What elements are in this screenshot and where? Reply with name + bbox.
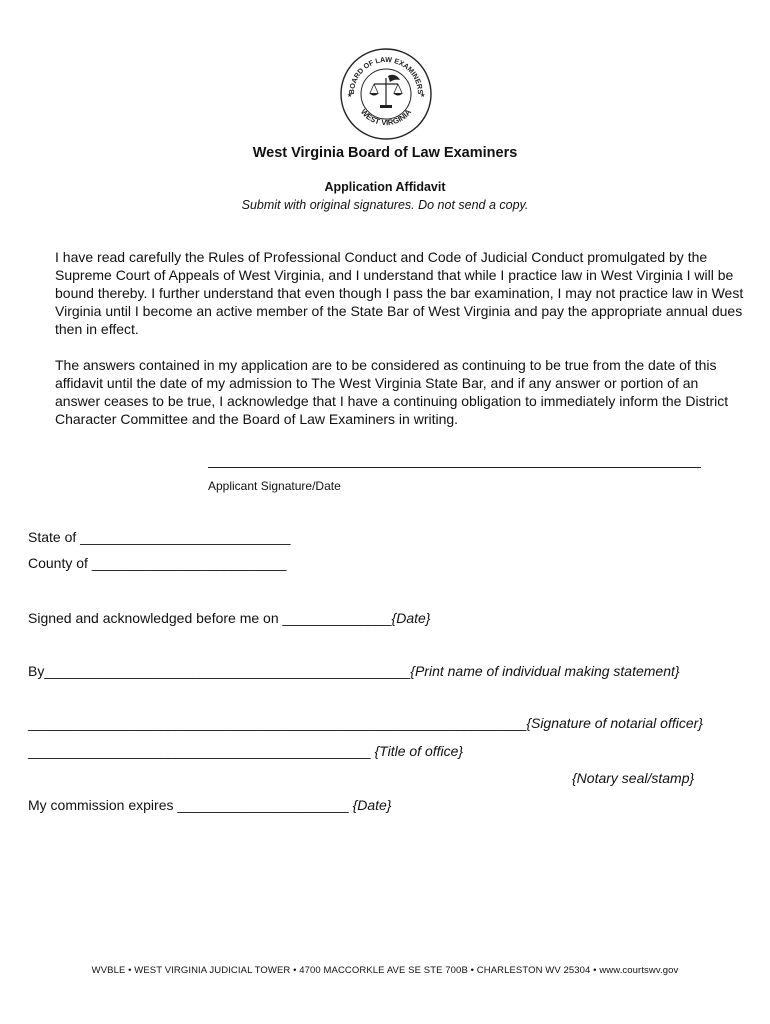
notary-signature-field[interactable]: ________________________________________________________________ xyxy=(28,715,527,731)
affidavit-paragraph-2: The answers contained in my application are to be considered as continuing to be true from the date of this affidavit until the date of my admission to The West Virginia State Bar, and if any answer or portion of an answer ceases to be true, I acknowledge that I have a continuing obligation to immediately inform the District Character Committee and the Board of Law Examiners in writing. xyxy=(55,357,729,427)
print-name-row[interactable] xyxy=(28,663,680,679)
document-title: West Virginia Board of Law Examiners xyxy=(252,145,518,161)
commission-date-hint: {Date} xyxy=(352,797,392,813)
acknowledged-date-row[interactable] xyxy=(28,610,430,626)
notary-seal-placeholder: {Notary seal/stamp} xyxy=(572,770,695,786)
commission-expires-row[interactable] xyxy=(28,797,392,813)
county-field[interactable]: County of _________________________ xyxy=(28,555,287,571)
notary-signature-row[interactable] xyxy=(28,715,703,731)
document-subtitle: Application Affidavit xyxy=(324,180,446,194)
print-name-field[interactable]: By_______________________________________________ xyxy=(28,663,411,679)
date-hint: {Date} xyxy=(391,610,431,626)
title-of-office-row[interactable] xyxy=(28,743,463,759)
state-field[interactable]: State of ___________________________ xyxy=(28,529,291,545)
title-of-office-field[interactable]: ____________________________________________ xyxy=(28,743,375,759)
print-name-hint: {Print name of individual making statement} xyxy=(410,663,680,679)
svg-text:WEST VIRGINIA xyxy=(359,107,413,127)
submission-instruction: Submit with original signatures. Do not send a copy. xyxy=(241,198,529,212)
svg-text:★: ★ xyxy=(347,93,353,99)
affidavit-paragraph-1: I have read carefully the Rules of Professional Conduct and Code of Judicial Conduct promulgated by the Supreme Court of Appeals of West Virginia, and I understand that while I practice law in West Virginia I will be bound thereby. I further understand that even though I pass the bar examination, I may not practice law in West Virginia until I become an active member of the State Bar of West Virginia and pay the appropriate annual dues then in effect. xyxy=(55,249,744,337)
footer-address: WVBLE • WEST VIRGINIA JUDICIAL TOWER • 4700 MACCORKLE AVE SE STE 700B • CHARLESTON WV 25304 • www.courtswv.gov xyxy=(91,965,679,976)
board-seal-logo xyxy=(338,46,434,142)
svg-text:★: ★ xyxy=(420,93,426,99)
title-of-office-hint: {Title of office} xyxy=(374,743,464,759)
seal-bottom-text: WEST VIRGINIA xyxy=(358,107,414,128)
seal-top-text: BOARD OF LAW EXAMINERS xyxy=(346,54,426,95)
acknowledged-date-field[interactable]: Signed and acknowledged before me on ______________ xyxy=(28,610,392,626)
applicant-signature-line[interactable] xyxy=(208,467,701,468)
commission-expires-field[interactable]: My commission expires ______________________ xyxy=(28,797,353,813)
notary-signature-hint: {Signature of notarial officer} xyxy=(526,715,703,731)
applicant-signature-label: Applicant Signature/Date xyxy=(208,479,341,493)
